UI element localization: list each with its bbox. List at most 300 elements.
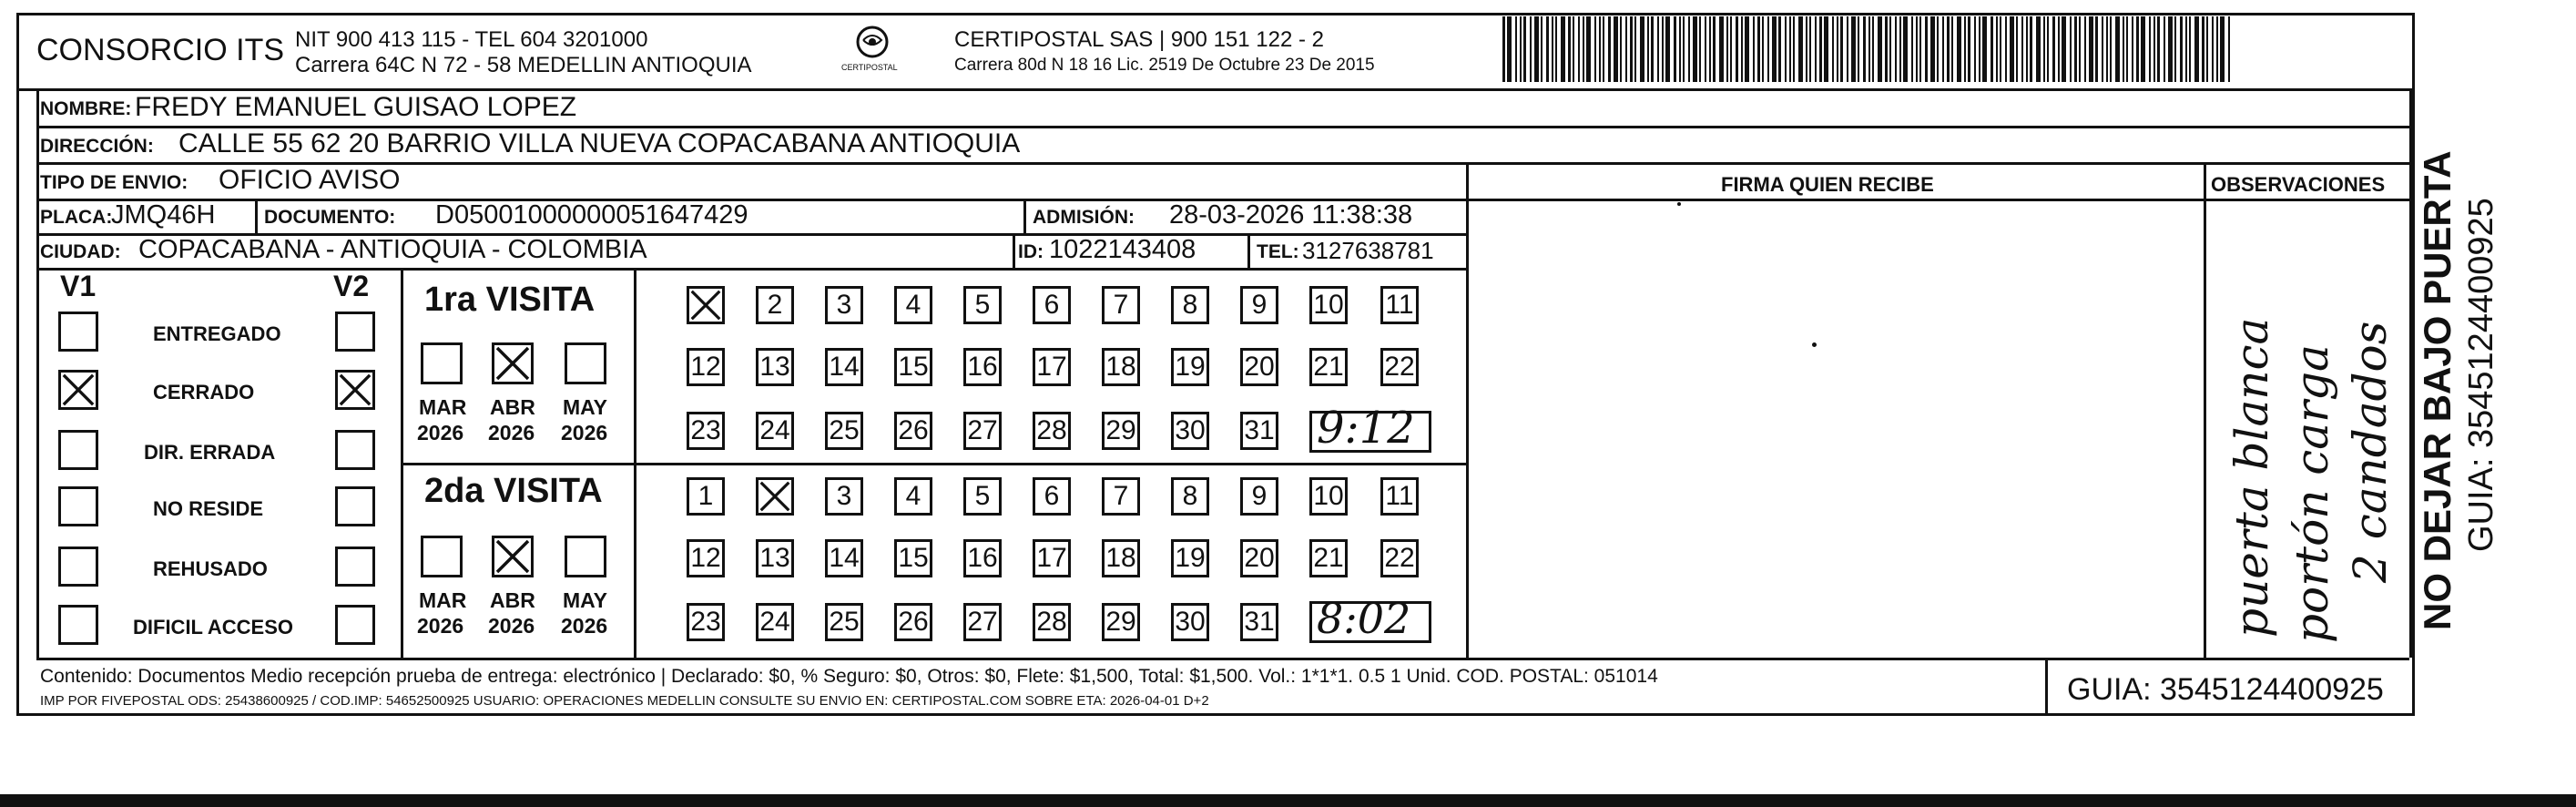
- footer-contenido: Contenido: Documentos Medio recepción prueba de entrega: electrónico | Declarado: $0, % Seguro: $0, Otros: $0, Flete: $1,500, Total: $1,500. Vol.: 1*1*1. 0.5 1 Unid. COD. POSTAL: 051014: [40, 666, 1658, 687]
- barcode-bar: [2123, 16, 2124, 82]
- day-checkbox: 18: [1102, 539, 1140, 577]
- day-checkbox: 6: [1033, 477, 1071, 516]
- day-checkbox: 30: [1171, 603, 1209, 641]
- day-checkbox: 11: [1380, 286, 1419, 324]
- barcode-bar: [2216, 16, 2218, 82]
- barcode-bar: [2194, 16, 2199, 82]
- barcode-bar: [2106, 16, 2108, 82]
- firma-left-line: [1466, 162, 1469, 658]
- col-line: [36, 88, 39, 658]
- day-checkbox: 14: [825, 539, 863, 577]
- barcode-bar: [1647, 16, 1649, 82]
- col-line: [255, 199, 258, 233]
- barcode-bar: [1634, 16, 1636, 82]
- barcode-bar: [1762, 16, 1764, 82]
- status-label: NO RESIDE: [153, 497, 264, 520]
- barcode-bar: [1674, 16, 1676, 82]
- firma-label: FIRMA QUIEN RECIBE: [1721, 173, 1934, 196]
- barcode-bar: [1767, 16, 1769, 82]
- id-value: 1022143408: [1049, 235, 1196, 264]
- day-checkbox: 20: [1240, 539, 1278, 577]
- tel-value: 3127638781: [1302, 237, 1434, 264]
- month-label: ABR: [490, 588, 535, 612]
- barcode-bar: [1726, 16, 1728, 82]
- barcode-bar: [1705, 16, 1706, 82]
- barcode-bar: [1868, 16, 1870, 82]
- v1-checkbox: [58, 312, 98, 352]
- day-checkbox: 24: [756, 412, 794, 450]
- day-checkbox: 21: [1309, 348, 1348, 386]
- day-checkbox: 19: [1171, 539, 1209, 577]
- barcode-bar: [1693, 16, 1697, 82]
- day-checkbox: 7: [1102, 477, 1140, 516]
- barcode-bar: [1815, 16, 1817, 82]
- barcode-bar: [1772, 16, 1777, 82]
- day-checkbox: 31: [1240, 412, 1278, 450]
- day-checkbox: 17: [1033, 348, 1071, 386]
- day-checkbox: [756, 477, 794, 516]
- barcode-bar: [1730, 16, 1732, 82]
- day-checkbox: 29: [1102, 412, 1140, 450]
- day-checkbox: 17: [1033, 539, 1071, 577]
- barcode-bar: [1568, 16, 1571, 82]
- barcode: [1502, 16, 2231, 82]
- day-checkbox: 12: [687, 348, 725, 386]
- barcode-bar: [2153, 16, 2155, 82]
- second-visit-time: 8:02: [1317, 594, 1411, 643]
- check-mark-icon: [61, 373, 96, 407]
- barcode-bar: [1911, 16, 1913, 82]
- month-checkbox: [421, 536, 463, 577]
- day-checkbox: 2: [756, 286, 794, 324]
- col-line: [2409, 88, 2412, 658]
- footer-guia: GUIA: 3545124400925: [2067, 672, 2384, 707]
- barcode-bar: [1819, 16, 1822, 82]
- day-checkbox: 28: [1033, 412, 1071, 450]
- barcode-bar: [2126, 16, 2128, 82]
- v1-checkbox: [58, 430, 98, 470]
- barcode-bar: [2005, 16, 2007, 82]
- day-checkbox: 24: [756, 603, 794, 641]
- barcode-bar: [1847, 16, 1848, 82]
- footer-imp: IMP POR FIVEPOSTAL ODS: 25438600925 / COD.IMP: 54652500925 USUARIO: OPERACIONES MEDELLIN CONSULTE SU ENVIO EN: CERTIPOSTAL.COM SOBRE ETA: 2026-04-01 D+2: [40, 693, 1209, 709]
- barcode-bar: [1507, 16, 1512, 82]
- day-checkbox: 16: [963, 348, 1002, 386]
- v1-checkbox: [58, 547, 98, 587]
- logo-caption: CERTIPOSTAL: [841, 63, 898, 72]
- day-checkbox: 11: [1380, 477, 1419, 516]
- month-year: 2026: [561, 614, 608, 638]
- barcode-bar: [1919, 16, 1921, 82]
- barcode-bar: [1679, 16, 1681, 82]
- placa-value: JMQ46H: [111, 200, 216, 230]
- barcode-bar: [2136, 16, 2139, 82]
- barcode-bar: [1614, 16, 1618, 82]
- barcode-bar: [1541, 16, 1543, 82]
- barcode-bar: [1832, 16, 1834, 82]
- observaciones-handwriting-1: puerta blanca: [2225, 317, 2278, 638]
- observaciones-label: OBSERVACIONES: [2211, 173, 2386, 196]
- barcode-bar: [2089, 16, 2093, 82]
- barcode-bar: [2141, 16, 2145, 82]
- barcode-bar: [1741, 16, 1743, 82]
- barcode-bar: [1699, 16, 1701, 82]
- day-checkbox: 18: [1102, 348, 1140, 386]
- day-checkbox: 13: [756, 539, 794, 577]
- barcode-bar: [1937, 16, 1939, 82]
- month-year: 2026: [417, 614, 464, 638]
- barcode-bar: [2084, 16, 2086, 82]
- barcode-bar: [1552, 16, 1553, 82]
- obs-left-line: [2204, 162, 2206, 658]
- direccion-label: DIRECCIÓN:: [40, 136, 154, 157]
- day-checkbox: 22: [1380, 348, 1419, 386]
- day-checkbox: 9: [1240, 286, 1278, 324]
- barcode-bar: [2149, 16, 2151, 82]
- col-line: [1013, 233, 1015, 268]
- barcode-bar: [1974, 16, 1976, 82]
- day-checkbox: 7: [1102, 286, 1140, 324]
- barcode-bar: [2174, 16, 2176, 82]
- barcode-bar: [1930, 16, 1935, 82]
- day-checkbox: 10: [1309, 286, 1348, 324]
- month-label: MAY: [563, 395, 607, 419]
- barcode-bar: [1947, 16, 1950, 82]
- barcode-bar: [2115, 16, 2120, 82]
- footer-guia-divider: [2045, 658, 2048, 716]
- barcode-bar: [1502, 16, 1505, 82]
- barcode-bar: [1719, 16, 1724, 82]
- col-line: [1247, 233, 1250, 268]
- barcode-bar: [2047, 16, 2049, 82]
- tipo-label: TIPO DE ENVIO:: [40, 172, 188, 193]
- barcode-bar: [1979, 16, 1980, 82]
- month-checkbox: [492, 342, 534, 384]
- barcode-bar: [1895, 16, 1897, 82]
- barcode-bar: [2030, 16, 2032, 82]
- barcode-bar: [1982, 16, 1987, 82]
- barcode-bar: [1640, 16, 1644, 82]
- day-checkbox: 4: [894, 286, 932, 324]
- barcode-bar: [1620, 16, 1622, 82]
- barcode-bar: [1709, 16, 1711, 82]
- v1-checkbox: [58, 370, 98, 410]
- company-address: Carrera 64C N 72 - 58 MEDELLIN ANTIOQUIA: [295, 53, 752, 77]
- carrier-address: Carrera 80d N 18 16 Lic. 2519 De Octubre 23 De 2015: [954, 56, 1375, 75]
- nit-line: NIT 900 413 115 - TEL 604 3201000: [295, 27, 648, 52]
- barcode-bar: [2079, 16, 2081, 82]
- barcode-bar: [1683, 16, 1685, 82]
- barcode-bar: [1872, 16, 1874, 82]
- day-checkbox: 27: [963, 603, 1002, 641]
- barcode-bar: [1878, 16, 1882, 82]
- barcode-bar: [1840, 16, 1843, 82]
- barcode-bar: [1713, 16, 1716, 82]
- month-label: ABR: [490, 395, 535, 419]
- v2-label: V2: [333, 270, 370, 302]
- side-guia: GUIA: 3545124400925: [2462, 198, 2500, 552]
- header-divider: [16, 88, 2415, 91]
- carrier-line: CERTIPOSTAL SAS | 900 151 122 - 2: [954, 27, 1324, 52]
- barcode-bar: [2220, 16, 2225, 82]
- month-checkbox: [492, 536, 534, 577]
- day-checkbox: 21: [1309, 539, 1348, 577]
- bottom-band: [0, 794, 2576, 807]
- day-checkbox: 15: [894, 539, 932, 577]
- day-checkbox: 16: [963, 539, 1002, 577]
- month-label: MAR: [419, 395, 467, 419]
- direccion-value: CALLE 55 62 20 BARRIO VILLA NUEVA COPACABANA ANTIOQUIA: [178, 128, 1021, 158]
- day-checkbox: 5: [963, 286, 1002, 324]
- barcode-bar: [2132, 16, 2133, 82]
- v2-checkbox: [335, 430, 375, 470]
- barcode-bar: [2185, 16, 2187, 82]
- day-checkbox: 4: [894, 477, 932, 516]
- barcode-bar: [2043, 16, 2045, 82]
- v1-label: V1: [60, 270, 97, 302]
- barcode-bar: [2168, 16, 2173, 82]
- barcode-bar: [1630, 16, 1633, 82]
- barcode-bar: [2074, 16, 2077, 82]
- barcode-bar: [1789, 16, 1791, 82]
- documento-label: DOCUMENTO:: [264, 207, 396, 228]
- second-visit-title: 2da VISITA: [424, 472, 603, 510]
- barcode-bar: [1520, 16, 1522, 82]
- month-year: 2026: [561, 421, 608, 444]
- barcode-bar: [1778, 16, 1781, 82]
- id-label: ID:: [1018, 241, 1044, 262]
- barcode-bar: [1753, 16, 1755, 82]
- footer-line: [36, 658, 2409, 660]
- barcode-bar: [2026, 16, 2028, 82]
- observaciones-handwriting-2: portón carga: [2286, 344, 2338, 643]
- first-visit-title: 1ra VISITA: [424, 281, 596, 319]
- barcode-bar: [1798, 16, 1803, 82]
- barcode-bar: [1603, 16, 1604, 82]
- barcode-bar: [1824, 16, 1828, 82]
- day-checkbox: 30: [1171, 412, 1209, 450]
- barcode-bar: [2095, 16, 2098, 82]
- no-dejar-warning: NO DEJAR BAJO PUERTA: [2416, 150, 2459, 630]
- tel-label: TEL:: [1257, 241, 1299, 262]
- barcode-bar: [2110, 16, 2112, 82]
- day-checkbox: 8: [1171, 286, 1209, 324]
- day-checkbox: 1: [687, 477, 725, 516]
- visit-row-line: [401, 463, 1466, 465]
- barcode-bar: [1837, 16, 1838, 82]
- month-label: MAY: [563, 588, 607, 612]
- day-checkbox: 15: [894, 348, 932, 386]
- barcode-bar: [1599, 16, 1601, 82]
- day-checkbox: 14: [825, 348, 863, 386]
- day-checkbox: [687, 286, 725, 324]
- day-checkbox: 19: [1171, 348, 1209, 386]
- barcode-bar: [2052, 16, 2055, 82]
- barcode-bar: [1785, 16, 1787, 82]
- barcode-bar: [1916, 16, 1918, 82]
- barcode-bar: [2206, 16, 2208, 82]
- barcode-bar: [1625, 16, 1627, 82]
- barcode-bar: [1530, 16, 1532, 82]
- check-mark-icon: [759, 480, 791, 513]
- status-label: REHUSADO: [153, 557, 268, 580]
- barcode-bar: [2102, 16, 2103, 82]
- barcode-bar: [1651, 16, 1654, 82]
- placa-label: PLACA:: [40, 207, 113, 228]
- barcode-bar: [1546, 16, 1549, 82]
- v1-checkbox: [58, 486, 98, 526]
- admision-label: ADMISIÓN:: [1033, 207, 1135, 228]
- barcode-bar: [2000, 16, 2001, 82]
- company-name: CONSORCIO ITS: [36, 33, 285, 67]
- v1-checkbox: [58, 605, 98, 645]
- barcode-bar: [1968, 16, 1970, 82]
- status-label: CERRADO: [153, 381, 255, 404]
- day-checkbox: 27: [963, 412, 1002, 450]
- check-mark-icon: [338, 373, 372, 407]
- barcode-bar: [1851, 16, 1856, 82]
- barcode-bar: [1885, 16, 1888, 82]
- day-checkbox: 10: [1309, 477, 1348, 516]
- barcode-bar: [2058, 16, 2060, 82]
- status-label: DIR. ERRADA: [144, 441, 276, 464]
- day-checkbox: 25: [825, 603, 863, 641]
- check-mark-icon: [494, 538, 531, 575]
- day-checkbox: 25: [825, 412, 863, 450]
- v2-checkbox: [335, 605, 375, 645]
- month-checkbox: [565, 536, 606, 577]
- barcode-bar: [1858, 16, 1859, 82]
- barcode-bar: [1806, 16, 1807, 82]
- nombre-value: FREDY EMANUEL GUISAO LOPEZ: [135, 92, 577, 122]
- admision-value: 28-03-2026 11:38:38: [1169, 200, 1413, 230]
- barcode-bar: [1555, 16, 1557, 82]
- barcode-bar: [1665, 16, 1670, 82]
- ciudad-label: CIUDAD:: [40, 241, 121, 262]
- barcode-bar: [1586, 16, 1591, 82]
- barcode-bar: [1996, 16, 1998, 82]
- day-checkbox: 26: [894, 603, 932, 641]
- barcode-bar: [1583, 16, 1584, 82]
- barcode-bar: [1657, 16, 1659, 82]
- barcode-bar: [2212, 16, 2214, 82]
- barcode-bar: [2021, 16, 2023, 82]
- firma-dot: [1812, 342, 1817, 347]
- day-checkbox: 12: [687, 539, 725, 577]
- barcode-bar: [1757, 16, 1760, 82]
- barcode-bar: [1523, 16, 1526, 82]
- barcode-bar: [2062, 16, 2066, 82]
- barcode-bar: [1745, 16, 1749, 82]
- month-checkbox: [565, 342, 606, 384]
- barcode-bar: [2016, 16, 2018, 82]
- day-checkbox: 31: [1240, 603, 1278, 641]
- day-checkbox: 9: [1240, 477, 1278, 516]
- row-line: [36, 268, 1466, 271]
- barcode-bar: [2189, 16, 2191, 82]
- day-checkbox: 13: [756, 348, 794, 386]
- month-label: MAR: [419, 588, 467, 612]
- barcode-bar: [1594, 16, 1596, 82]
- day-checkbox: 5: [963, 477, 1002, 516]
- barcode-bar: [1561, 16, 1565, 82]
- firma-dot: [1677, 202, 1681, 206]
- barcode-bar: [2070, 16, 2072, 82]
- month-year: 2026: [488, 614, 535, 638]
- col-line: [1023, 199, 1026, 233]
- barcode-bar: [1534, 16, 1539, 82]
- day-checkbox: 6: [1033, 286, 1071, 324]
- barcode-bar: [2164, 16, 2165, 82]
- day-checkbox: 28: [1033, 603, 1071, 641]
- barcode-bar: [1951, 16, 1953, 82]
- day-checkbox: 3: [825, 286, 863, 324]
- barcode-bar: [2036, 16, 2041, 82]
- barcode-bar: [1793, 16, 1795, 82]
- v2-checkbox: [335, 312, 375, 352]
- barcode-bar: [1578, 16, 1580, 82]
- barcode-bar: [1991, 16, 1993, 82]
- barcode-bar: [2180, 16, 2183, 82]
- first-visit-time: 9:12: [1317, 403, 1415, 454]
- status-label: ENTREGADO: [153, 322, 281, 345]
- v2-checkbox: [335, 370, 375, 410]
- barcode-bar: [1903, 16, 1908, 82]
- day-checkbox: 8: [1171, 477, 1209, 516]
- barcode-bar: [2202, 16, 2204, 82]
- check-mark-icon: [689, 289, 722, 322]
- barcode-bar: [1662, 16, 1664, 82]
- barcode-bar: [1573, 16, 1574, 82]
- barcode-bar: [1899, 16, 1901, 82]
- day-checkbox: 22: [1380, 539, 1419, 577]
- certipostal-logo: [836, 24, 909, 78]
- day-checkbox: 26: [894, 412, 932, 450]
- month-year: 2026: [417, 421, 464, 444]
- documento-value: D05001000000051647429: [435, 200, 748, 230]
- day-checkbox: 29: [1102, 603, 1140, 641]
- month-checkbox: [421, 342, 463, 384]
- barcode-bar: [1863, 16, 1866, 82]
- check-mark-icon: [494, 345, 531, 382]
- v2-checkbox: [335, 486, 375, 526]
- observaciones-handwriting-3: 2 candados: [2344, 321, 2397, 583]
- day-checkbox: 23: [687, 412, 725, 450]
- day-checkbox: 3: [825, 477, 863, 516]
- status-label: DIFICIL ACCESO: [133, 616, 294, 638]
- month-year: 2026: [488, 421, 535, 444]
- barcode-bar: [1964, 16, 1966, 82]
- ciudad-value: COPACABANA - ANTIOQUIA - COLOMBIA: [138, 235, 647, 264]
- barcode-bar: [1889, 16, 1891, 82]
- barcode-bar: [1957, 16, 1961, 82]
- barcode-bar: [2228, 16, 2230, 82]
- barcode-bar: [1736, 16, 1738, 82]
- nombre-label: NOMBRE:: [40, 98, 132, 119]
- barcode-bar: [1608, 16, 1611, 82]
- tipo-value: OFICIO AVISO: [219, 165, 401, 195]
- barcode-bar: [1515, 16, 1517, 82]
- barcode-bar: [2157, 16, 2160, 82]
- day-checkbox: 20: [1240, 348, 1278, 386]
- barcode-bar: [2010, 16, 2014, 82]
- barcode-bar: [1942, 16, 1944, 82]
- v2-checkbox: [335, 547, 375, 587]
- barcode-bar: [1925, 16, 1928, 82]
- barcode-bar: [1809, 16, 1811, 82]
- barcode-bar: [1688, 16, 1690, 82]
- day-checkbox: 23: [687, 603, 725, 641]
